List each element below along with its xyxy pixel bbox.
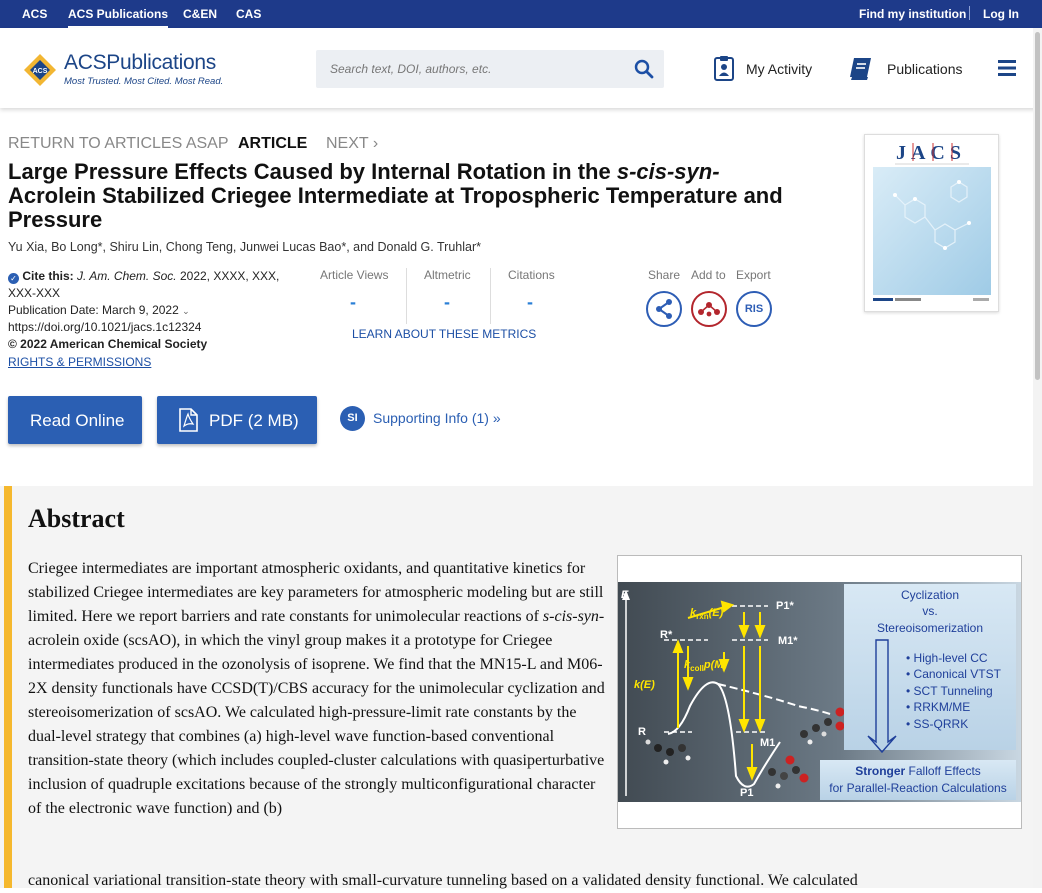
next-article-link[interactable]: NEXT › <box>326 135 379 152</box>
toc-box-title-1: Cyclization <box>900 588 960 602</box>
svg-text:ACS: ACS <box>32 68 48 75</box>
abstract-accent-bar <box>4 486 12 888</box>
search-input[interactable] <box>316 50 616 88</box>
search-icon[interactable] <box>634 59 654 79</box>
nav-link-cas[interactable]: CAS <box>236 7 262 21</box>
share-button[interactable] <box>646 291 682 327</box>
level-label-p1star: P1* <box>776 600 794 612</box>
nav-link-acs-publications[interactable]: ACS Publications <box>68 7 168 28</box>
level-label-r: R <box>638 726 646 738</box>
abstract-heading: Abstract <box>28 504 125 533</box>
share-label: Share <box>648 268 681 282</box>
journal-cover-art <box>865 135 998 311</box>
author-list[interactable]: Yu Xia, Bo Long*, Shiru Lin, Chong Teng, Junwei Lucas Bao*, and Donald G. Truhlar* <box>8 240 481 254</box>
return-to-asap-link[interactable]: RETURN TO ARTICLES ASAP <box>8 135 229 152</box>
metric-label-altmetric: Altmetric <box>424 268 471 282</box>
current-article-label: ARTICLE <box>238 135 308 152</box>
metric-divider <box>490 268 491 324</box>
toc-method-item: • RRKM/ME <box>906 700 971 714</box>
publications-button[interactable]: Publications <box>887 61 963 77</box>
toc-box-title-3: Stereoisomerization <box>876 621 984 635</box>
nav-link-cen[interactable]: C&EN <box>183 7 218 21</box>
top-navigation-bar <box>0 0 1042 28</box>
doi-link[interactable]: https://doi.org/10.1021/jacs.1c12324 <box>8 320 202 334</box>
toc-method-item: • SCT Tunneling <box>906 684 993 698</box>
kcoll-label: $k_{coll}p(M)$ <box>684 659 728 673</box>
metric-value-altmetric: - <box>444 292 450 312</box>
krxn-label: $k_{rxn}(E)$ <box>690 607 724 621</box>
toc-graphic[interactable] <box>617 555 1022 829</box>
level-label-m1: M1 <box>760 737 776 749</box>
nav-divider <box>969 6 970 20</box>
vertical-scrollbar[interactable] <box>1033 28 1042 888</box>
read-online-button[interactable]: Read Online <box>8 396 142 444</box>
toc-graphic-art <box>618 556 1021 828</box>
toc-bottom-line-1: Stronger Falloff Effects <box>855 764 981 778</box>
metric-label-views: Article Views <box>320 268 389 282</box>
copyright: © 2022 American Chemical Society <box>8 337 208 351</box>
search-box <box>316 50 664 88</box>
chevron-down-icon[interactable]: ⌄ <box>182 306 190 316</box>
my-activity-button[interactable]: My Activity <box>746 61 813 77</box>
add-to-button[interactable] <box>691 291 727 327</box>
scrollbar-thumb[interactable] <box>1035 32 1040 380</box>
nav-link-acs[interactable]: ACS <box>22 7 48 21</box>
journal-cover-image[interactable] <box>864 134 999 312</box>
abstract-text-continued: canonical variational transition-state theory with small-curvature tunneling based on a validated density functional. We calculated <box>28 872 858 889</box>
citation-info: ✓ Cite this: J. Am. Chem. Soc. 2022, XXXX, XXX, XXX-XXX <box>8 269 280 300</box>
toc-method-item: • Canonical VTST <box>906 667 1001 681</box>
book-icon[interactable] <box>848 55 874 81</box>
toc-method-item: • High-level CC <box>906 651 988 665</box>
level-label-rstar: R* <box>660 629 673 641</box>
toc-method-item: • SS-QRRK <box>906 717 969 731</box>
acs-logo-icon[interactable] <box>22 52 58 88</box>
hamburger-menu-icon[interactable] <box>997 59 1017 77</box>
learn-metrics-link[interactable]: LEARN ABOUT THESE METRICS <box>352 327 537 341</box>
pdf-download-button[interactable]: PDF (2 MB) <box>157 396 317 444</box>
abstract-text: Criegee intermediates are important atmospheric oxidants, and quantitative kinetics for stabilized Criegee intermediates are key parameters for atmospheric modeling but are still limited. Here we report barriers and rate constants for unimolecular reactions of s-cis-syn-acrolein oxide (scsAO), in which the vinyl group makes it a prototype for Criegee intermediates produced in the ozonolysis of isoprene. We find that the MN15-L and M06-2X density functionals have CCSD(T)/CBS accuracy for the unimolecular cyclization and stereoisomerization of scsAO. We calculated high-pressure-limit rate constants by the dual-level strategy that combines (a) high-level wave function-based conventional transition-state theory (which includes coupled-cluster calculations with quasiperturbative inclusion of quadruple excitations because of the strongly multiconfigurational character of the electronic wave function) and (b) <box>28 560 605 817</box>
login-link[interactable]: Log In <box>983 7 1019 21</box>
supporting-info-badge[interactable]: SI <box>340 406 365 431</box>
logo-tagline: Most Trusted. Most Cited. Most Read. <box>64 76 224 87</box>
level-label-m1star: M1* <box>778 635 798 647</box>
metric-value-citations: - <box>527 292 533 312</box>
axis-label-e: E <box>621 589 629 601</box>
publication-date[interactable]: Publication Date: March 9, 2022 ⌄ <box>8 303 190 317</box>
clipboard-icon[interactable] <box>714 55 734 81</box>
toc-box-title-2: vs. <box>922 604 938 618</box>
article-title: Large Pressure Effects Caused by Internal Rotation in the s-cis-syn-Acrolein Stabilized Criegee Intermediate at Tropospheric Temperature and Pressure <box>8 159 783 232</box>
rights-permissions-link[interactable]: RIGHTS & PERMISSIONS <box>8 355 152 369</box>
add-to-label: Add to <box>691 268 726 282</box>
find-institution-link[interactable]: Find my institution <box>859 7 967 21</box>
cover-journal-name: JACS <box>895 142 967 164</box>
logo-wordmark[interactable]: ACSPublications <box>64 51 216 74</box>
share-icon <box>648 293 680 325</box>
pdf-icon <box>177 408 199 432</box>
molecule-icon <box>693 293 725 325</box>
metric-label-citations: Citations <box>508 268 555 282</box>
export-ris-button[interactable]: RIS <box>736 291 772 327</box>
toc-bottom-line-2: for Parallel-Reaction Calculations <box>829 781 1007 795</box>
metric-value-views: - <box>350 292 356 312</box>
export-label: Export <box>736 268 771 282</box>
check-icon: ✓ <box>8 273 19 284</box>
metric-divider <box>406 268 407 324</box>
supporting-info-link[interactable]: Supporting Info (1) » <box>373 410 501 426</box>
ke-label: k(E) <box>634 679 655 691</box>
level-label-p1: P1 <box>740 787 754 799</box>
